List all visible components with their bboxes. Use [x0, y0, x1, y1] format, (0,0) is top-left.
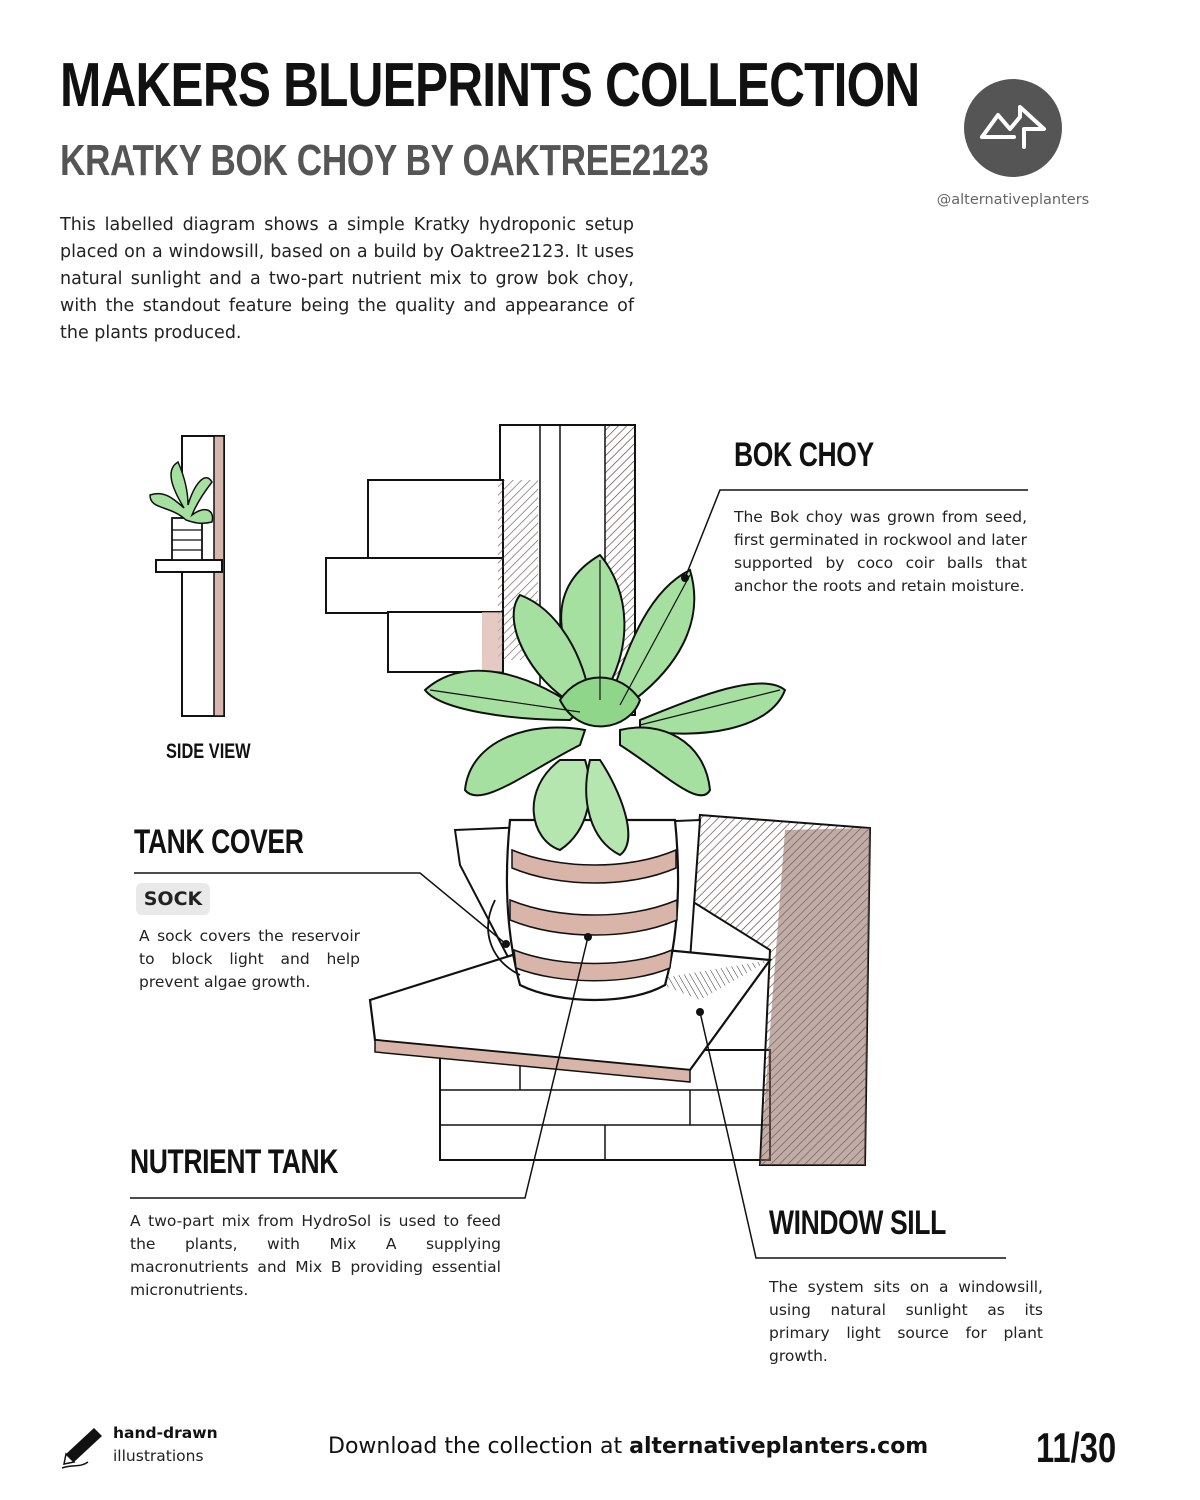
bok-choy-description: The Bok choy was grown from seed, first germinated in rockwool and later supported by coco coir balls that anchor the roots and retain moisture.	[734, 508, 1027, 595]
intro-paragraph: This labelled diagram shows a simple Kratky hydroponic setup placed on a windowsill, based on a build by Oaktree2123. It uses natural sunlight and a two-part nutrient mix to grow bok choy, with the standout feature being the quality and appearance of the plants produced.	[60, 215, 634, 343]
nutrient-tank-description: A two-part mix from HydroSol is used to feed the plants, with Mix A supplying macronutrients and Mix B providing essential micronutrients.	[130, 1212, 501, 1299]
side-view-label: SIDE VIEW	[166, 740, 251, 763]
illustrations-label: illustrations	[113, 1447, 204, 1465]
download-text	[328, 1434, 928, 1459]
window-sill-heading: WINDOW SILL	[769, 1204, 946, 1242]
bok-choy-heading: BOK CHOY	[734, 436, 874, 474]
social-handle[interactable]: @alternativeplanters	[936, 192, 1090, 208]
page-subtitle: KRATKY BOK CHOY BY OAKTREE2123	[60, 136, 709, 185]
hand-drawn-label: hand-drawn	[113, 1424, 218, 1442]
download-link[interactable]: alternativeplanters.com	[629, 1434, 929, 1459]
page-number: 11/30	[1036, 1424, 1117, 1471]
pot-drawing	[488, 820, 678, 1000]
side-view-drawing	[150, 436, 224, 716]
pencil-icon	[58, 1424, 106, 1470]
nutrient-tank-heading: NUTRIENT TANK	[130, 1143, 339, 1181]
page-title: MAKERS BLUEPRINTS COLLECTION	[60, 51, 920, 120]
tank-cover-description: A sock covers the reservoir to block light and help prevent algae growth.	[139, 927, 360, 991]
tank-cover-heading: TANK COVER	[134, 823, 304, 861]
window-sill-description: The system sits on a windowsill, using natural sunlight as its primary light source for plant growth.	[769, 1278, 1043, 1365]
download-prefix: Download the collection at	[328, 1434, 623, 1459]
sock-badge: SOCK	[136, 883, 210, 915]
